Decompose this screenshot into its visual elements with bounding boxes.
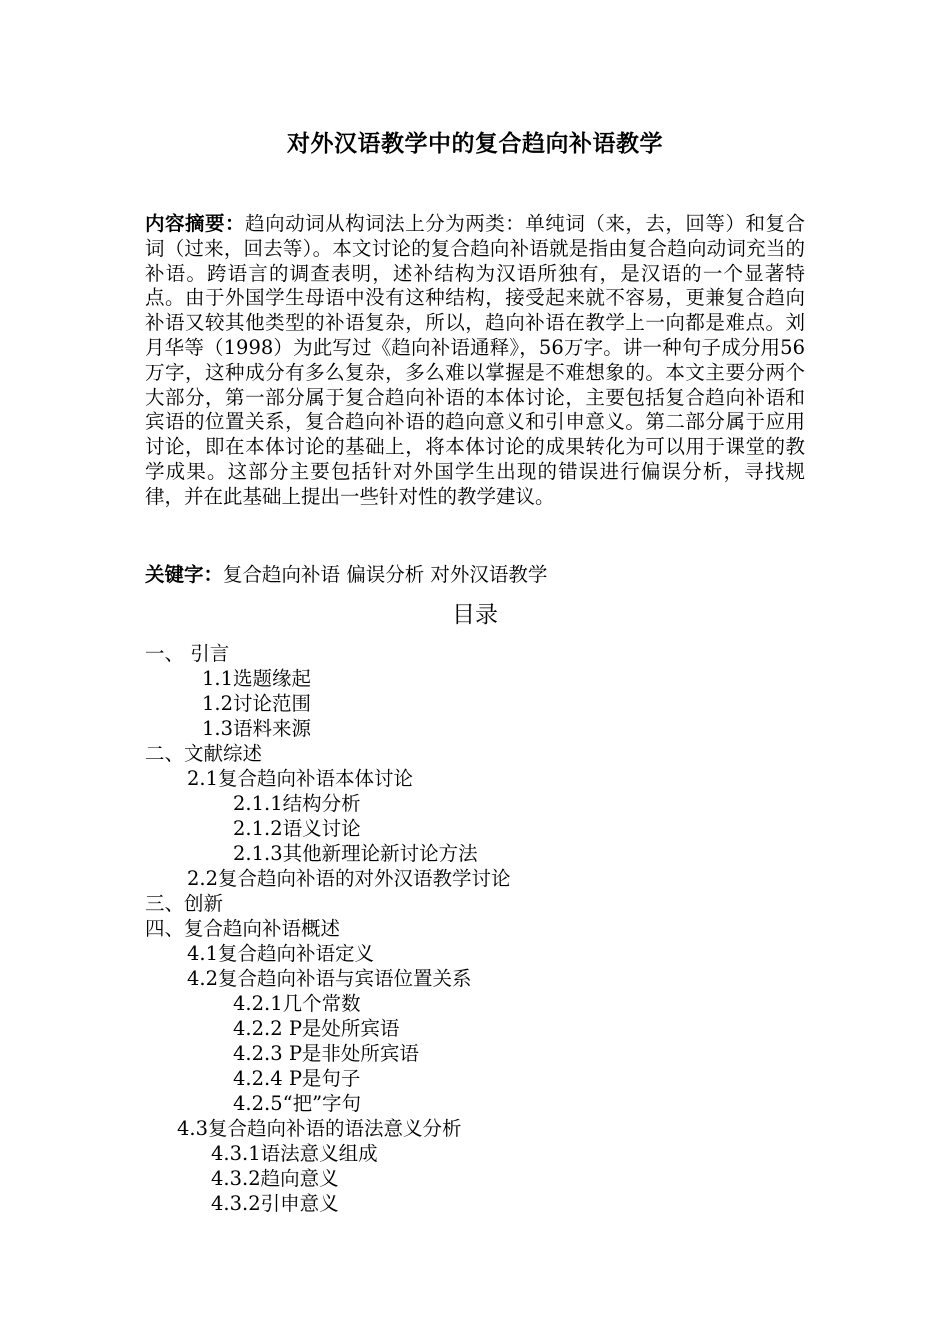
- toc-entry: 2.2复合趋向补语的对外汉语教学讨论: [187, 867, 511, 890]
- toc-entry: 4.2.4 P是句子: [233, 1067, 361, 1090]
- keywords-text: 复合趋向补语 偏误分析 对外汉语教学: [223, 563, 548, 586]
- toc-entry: 4.2.5“把”字句: [233, 1092, 362, 1115]
- keywords-label: 关键字：: [145, 563, 224, 586]
- toc-entry: 2.1.2语义讨论: [233, 817, 361, 840]
- toc-entry: 二、文献综述: [145, 742, 263, 765]
- toc-entry: 4.2.1几个常数: [233, 992, 361, 1015]
- toc-entry: 2.1复合趋向补语本体讨论: [187, 767, 414, 790]
- abstract-label: 内容摘要：: [145, 212, 246, 235]
- toc-entry: 2.1.1结构分析: [233, 792, 361, 815]
- toc-entry: 1.3语料来源: [202, 717, 312, 740]
- toc-entry: 4.3.1语法意义组成: [211, 1142, 378, 1165]
- toc-entry: 4.3复合趋向补语的语法意义分析: [177, 1117, 462, 1140]
- toc-entry: 2.1.3其他新理论新讨论方法: [233, 842, 478, 865]
- toc-entry: 四、复合趋向补语概述: [145, 917, 341, 940]
- toc-entry: 4.3.2引申意义: [211, 1192, 339, 1215]
- toc-entry: 4.2.2 P是处所宾语: [233, 1017, 400, 1040]
- document-title: 对外汉语教学中的复合趋向补语教学: [287, 131, 663, 157]
- abstract-text: 趋向动词从构词法上分为两类：单纯词（来，去，回等）和复合词（过来，回去等）。本文讨论的复合趋向补语就是指由复合趋向动词充当的补语。跨语言的调查表明，述补结构为汉语所独有，是汉语的一个显著特点。由于外国学生母语中没有这种结构，接受起来就不容易，更兼复合趋向补语又较其他类型的补语复杂，所以，趋向补语在教学上一向都是难点。刘月华等（1998）为此写过《趋向补语通释》，56万字。讲一种句子成分用56万字，这种成分有多么复杂，多么难以掌握是不难想象的。本文主要分两个大部分，第一部分属于复合趋向补语的本体讨论，主要包括复合趋向补语和宾语的位置关系，复合趋向补语的趋向意义和引申意义。第二部分属于应用讨论，即在本体讨论的基础上，将本体讨论的成果转化为可以用于课堂的教学成果。这部分主要包括针对外国学生出现的错误进行偏误分析，寻找规律，并在此基础上提出一些针对性的教学建议。: [145, 212, 805, 508]
- toc-entry: 4.3.2趋向意义: [211, 1167, 339, 1190]
- toc-entry: 三、创新: [145, 892, 224, 915]
- toc-entry: 4.2.3 P是非处所宾语: [233, 1042, 419, 1065]
- keywords-line: [145, 563, 805, 588]
- toc-entry: 一、 引言: [145, 642, 230, 665]
- toc-entry: 1.1选题缘起: [202, 667, 312, 690]
- toc-entry: 4.2复合趋向补语与宾语位置关系: [187, 967, 472, 990]
- toc-entry: 4.1复合趋向补语定义: [187, 942, 375, 965]
- toc-entry: 1.2讨论范围: [202, 692, 312, 715]
- toc-title: 目录: [452, 602, 498, 628]
- abstract-paragraph: [145, 212, 805, 510]
